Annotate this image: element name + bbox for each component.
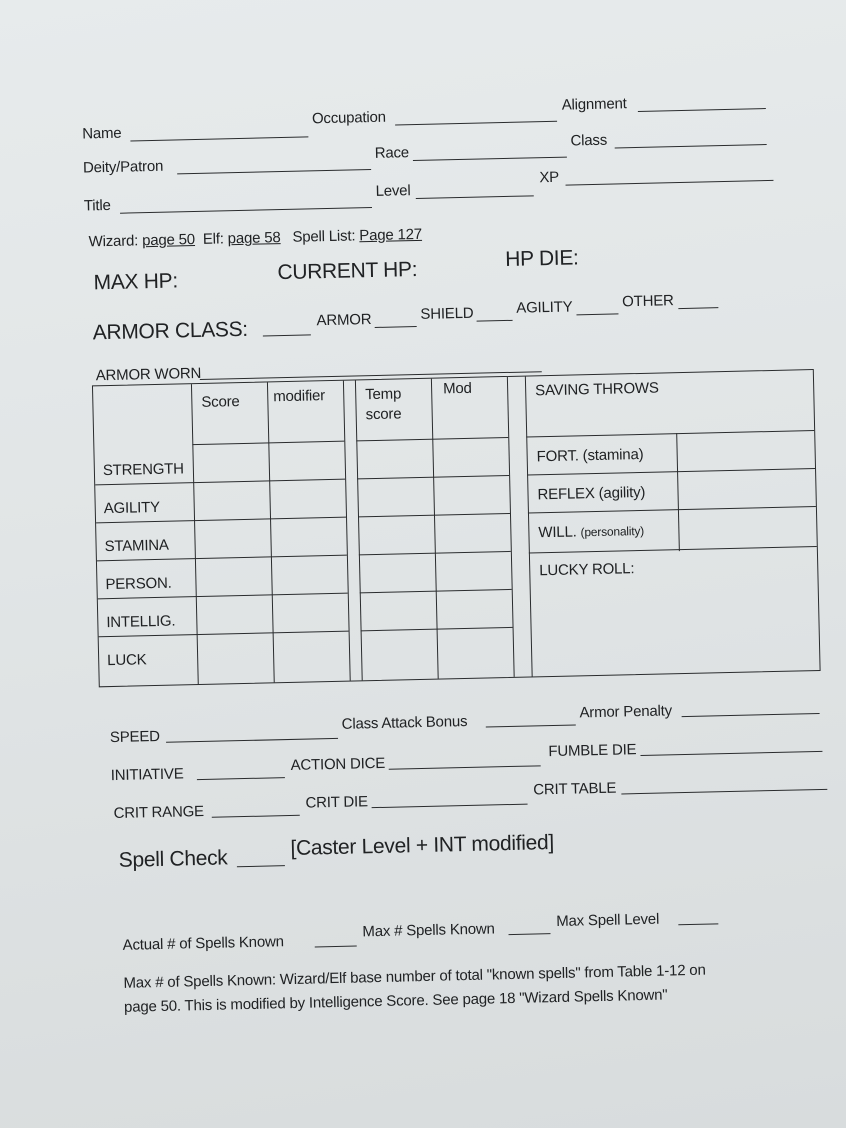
name-field[interactable] — [130, 136, 308, 141]
speed-field[interactable] — [166, 738, 338, 743]
mod-header: Mod — [442, 379, 472, 398]
spell-list-ref-label: Spell List: — [292, 227, 356, 246]
speed-label: SPEED — [109, 727, 160, 747]
max-spells-known-label: Max # Spells Known — [362, 920, 495, 941]
grid-divider — [507, 377, 515, 677]
lucky-roll-label: LUCKY ROLL: — [539, 560, 635, 580]
title-field[interactable] — [120, 207, 372, 214]
grid-divider — [191, 384, 199, 684]
grid-rule — [526, 430, 814, 438]
grid-rule — [97, 555, 347, 562]
other-label: OTHER — [622, 292, 674, 311]
name-label: Name — [82, 124, 122, 143]
grid-rule — [98, 593, 348, 600]
occupation-label: Occupation — [311, 108, 387, 128]
hp-die-label: HP DIE: — [504, 246, 579, 271]
elf-page-link[interactable]: page 58 — [227, 229, 281, 248]
reflex-save-label: REFLEX (agility) — [537, 483, 646, 504]
grid-rule — [96, 517, 346, 524]
armor-class-field[interactable] — [263, 334, 311, 336]
armor-penalty-label: Armor Penalty — [579, 702, 673, 722]
grid-rule — [95, 479, 345, 486]
other-field[interactable] — [678, 307, 718, 309]
wizard-ref-label: Wizard: — [88, 232, 139, 251]
max-spell-level-field[interactable] — [678, 923, 718, 925]
crit-die-field[interactable] — [372, 804, 528, 809]
grid-divider — [525, 377, 533, 677]
ability-strength: STRENGTH — [102, 460, 184, 480]
fumble-die-field[interactable] — [640, 751, 822, 756]
agility-armor-label: AGILITY — [516, 298, 573, 317]
fort-save-label: FORT. (stamina) — [536, 445, 644, 466]
grid-rule — [527, 468, 815, 476]
agility-armor-field[interactable] — [576, 313, 618, 315]
will-save-label — [538, 522, 644, 541]
ability-personality: PERSON. — [105, 574, 172, 594]
shield-label: SHIELD — [420, 304, 474, 323]
actual-spells-known-label: Actual # of Spells Known — [122, 933, 284, 954]
action-dice-label: ACTION DICE — [290, 754, 386, 774]
fumble-die-label: FUMBLE DIE — [548, 741, 637, 761]
max-hp-label: MAX HP: — [93, 269, 179, 295]
armor-class-label: ARMOR CLASS: — [92, 317, 249, 345]
spell-check-label: Spell Check — [118, 846, 228, 872]
alignment-label: Alignment — [561, 95, 627, 114]
race-field[interactable] — [413, 157, 567, 161]
crit-range-field[interactable] — [212, 815, 300, 818]
spells-known-note-line2: page 50. This is modified by Intelligence Score. See page 18 "Wizard Spells Known" — [123, 986, 668, 1016]
shield-field[interactable] — [477, 320, 513, 322]
spell-check-formula: [Caster Level + INT modified] — [290, 831, 555, 861]
temp-score-header-line1: Temp — [365, 385, 402, 404]
ability-table — [92, 369, 821, 687]
alignment-field[interactable] — [638, 108, 766, 112]
current-hp-label: CURRENT HP: — [277, 257, 418, 285]
armor-field[interactable] — [375, 326, 417, 328]
xp-label: XP — [539, 168, 560, 187]
wizard-page-link[interactable]: page 50 — [141, 231, 196, 250]
action-dice-field[interactable] — [389, 765, 541, 769]
ability-stamina: STAMINA — [104, 536, 169, 556]
class-attack-bonus-field[interactable] — [486, 725, 576, 728]
race-label: Race — [374, 144, 410, 162]
elf-ref-label: Elf: — [202, 230, 224, 248]
occupation-field[interactable] — [395, 121, 557, 126]
page-references — [89, 226, 423, 251]
max-spells-known-field[interactable] — [509, 933, 551, 935]
spell-list-page-link[interactable]: Page 127 — [359, 225, 423, 245]
grid-divider — [355, 380, 363, 680]
class-label: Class — [570, 131, 608, 150]
initiative-label: INITIATIVE — [110, 765, 184, 785]
crit-table-label: CRIT TABLE — [533, 779, 617, 799]
actual-spells-known-field[interactable] — [315, 946, 357, 948]
grid-divider — [267, 382, 275, 682]
will-save-text: WILL. — [538, 523, 577, 542]
crit-range-label: CRIT RANGE — [113, 802, 205, 823]
grid-rule — [99, 631, 349, 638]
armor-penalty-field[interactable] — [682, 713, 820, 717]
spells-known-note-line1: Max # of Spells Known: Wizard/Elf base number of total "known spells" from Table 1-12 on — [123, 961, 706, 992]
xp-field[interactable] — [566, 180, 774, 186]
modifier-header: modifier — [273, 387, 326, 406]
grid-divider — [676, 433, 680, 551]
armor-label: ARMOR — [316, 311, 372, 330]
saving-throws-title: SAVING THROWS — [534, 379, 659, 400]
initiative-field[interactable] — [197, 777, 285, 780]
grid-rule — [529, 546, 817, 554]
class-field[interactable] — [615, 144, 767, 148]
class-attack-bonus-label: Class Attack Bonus — [341, 712, 468, 733]
grid-rule — [528, 506, 816, 514]
ability-intelligence: INTELLIG. — [106, 612, 176, 632]
level-field[interactable] — [416, 195, 534, 199]
crit-table-field[interactable] — [621, 789, 827, 795]
grid-divider — [431, 379, 439, 679]
level-label: Level — [375, 182, 411, 200]
grid-divider — [343, 381, 351, 681]
ability-luck: LUCK — [107, 651, 147, 670]
armor-worn-label: ARMOR WORN — [95, 364, 202, 385]
ability-agility: AGILITY — [103, 498, 161, 518]
score-header: Score — [201, 393, 240, 411]
title-label: Title — [83, 196, 111, 215]
spell-check-field[interactable] — [237, 865, 285, 867]
deity-patron-label: Deity/Patron — [82, 157, 164, 177]
max-spell-level-label: Max Spell Level — [556, 910, 660, 930]
deity-patron-field[interactable] — [177, 169, 371, 174]
will-save-note: (personality) — [580, 523, 645, 540]
crit-die-label: CRIT DIE — [305, 793, 368, 812]
temp-score-header-line2: score — [365, 405, 402, 424]
